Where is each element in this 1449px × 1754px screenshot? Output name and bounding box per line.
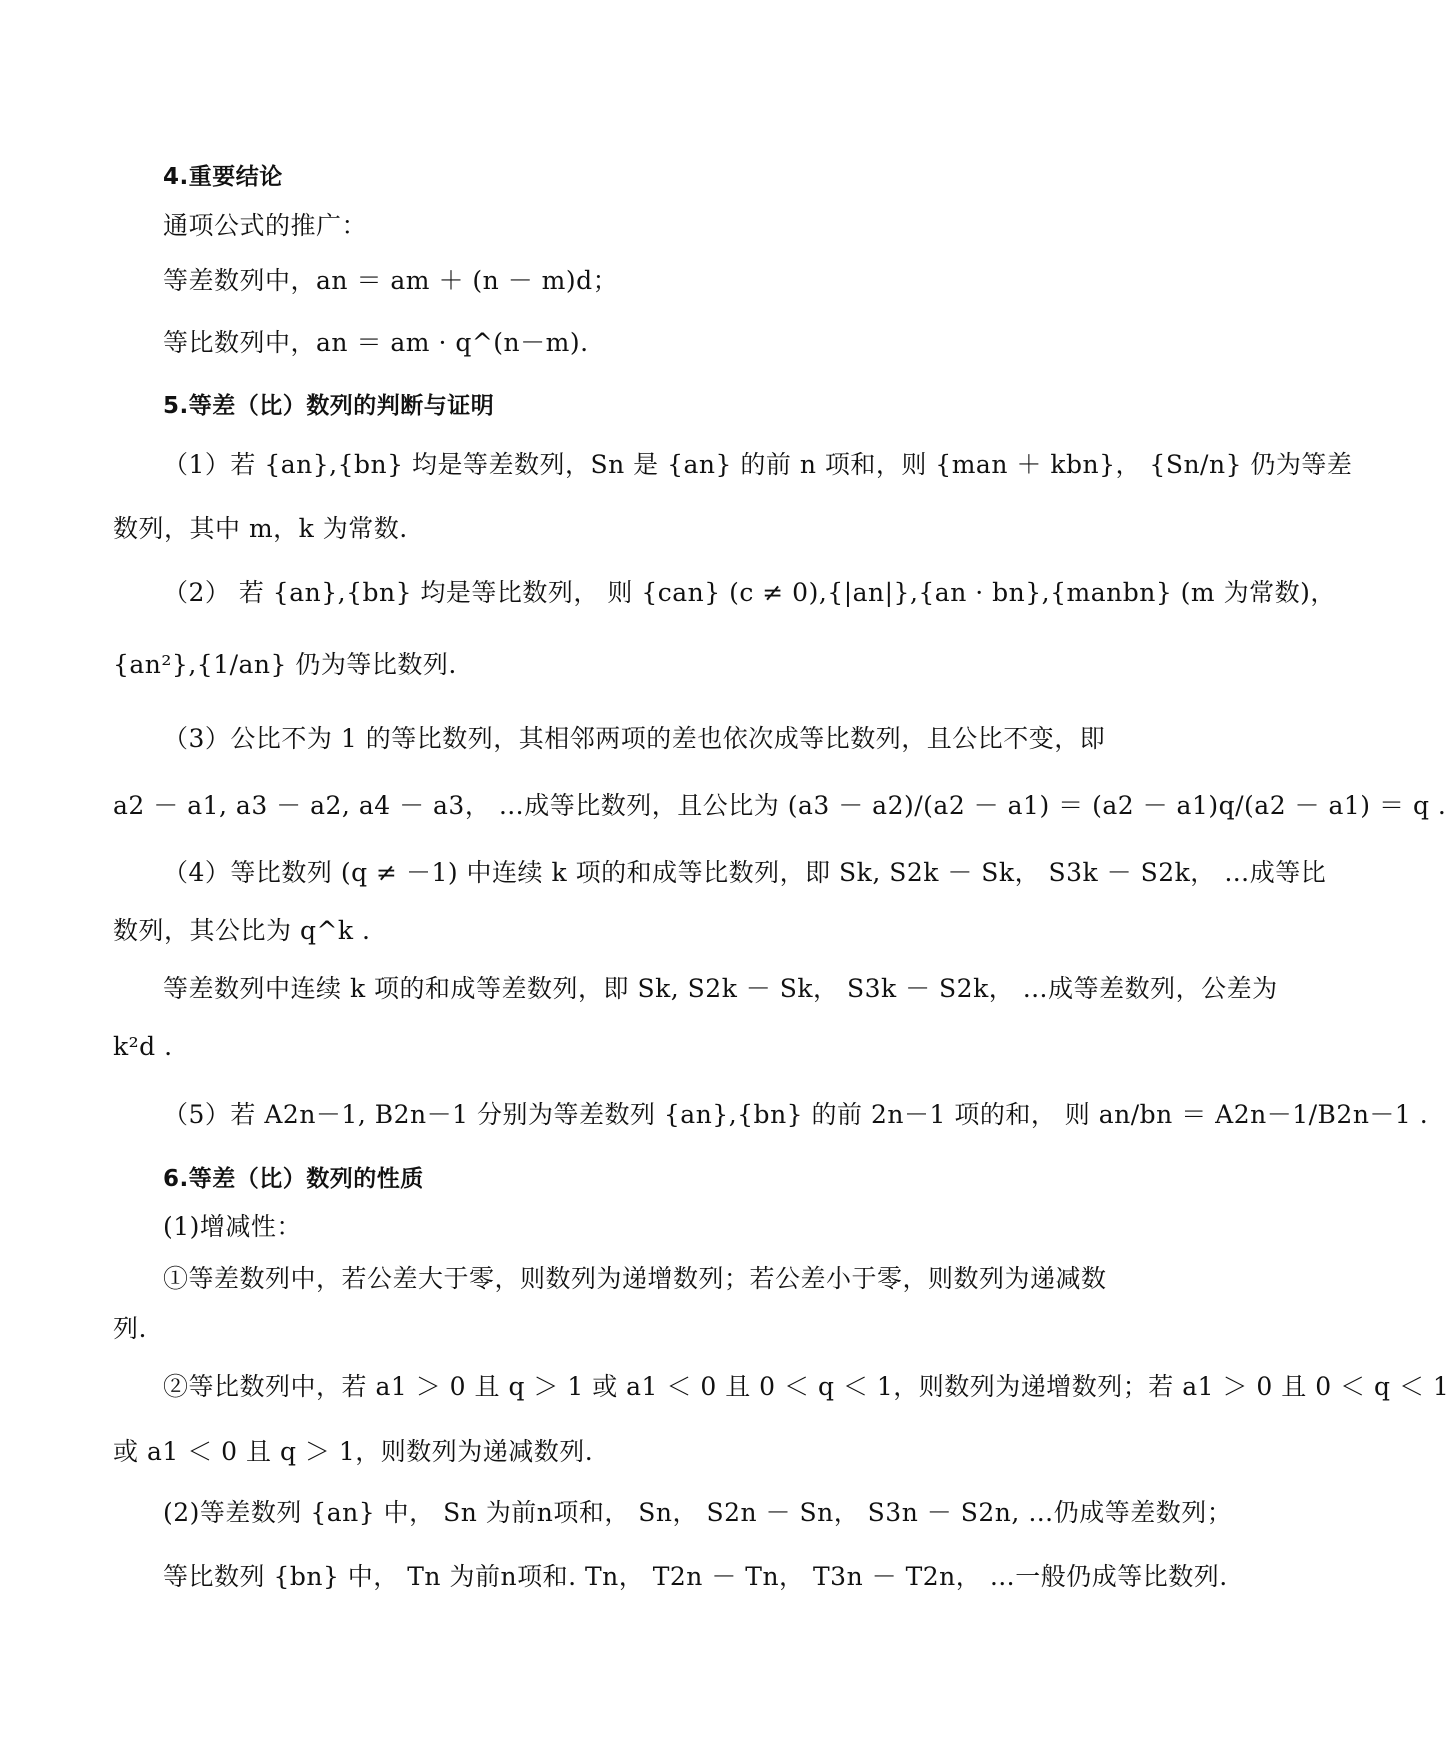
monotonicity-subheading: (1)增减性： (163, 1212, 302, 1241)
item-4-line-3: 等差数列中连续 k 项的和成等差数列，即 Sk, S2k － Sk， S3k － S2k， …成等差数列，公差为 (163, 974, 1278, 1003)
item-4-line-2: 数列，其公比为 q^k . (113, 916, 371, 945)
arithmetic-monotonicity-line-1: ①等差数列中，若公差大于零，则数列为递增数列；若公差小于零，则数列为递减数 (163, 1264, 1107, 1293)
partial-sum-geometric-line: 等比数列 {bn} 中， Tn 为前n项和. Tn， T2n － Tn， T3n － T2n， …一般仍成等比数列. (163, 1562, 1228, 1591)
partial-sum-arithmetic-line: (2)等差数列 {an} 中， Sn 为前n项和， Sn， S2n － Sn， S3n － S2n, …仍成等差数列； (163, 1498, 1233, 1527)
item-5-line-1: （5）若 A2n－1, B2n－1 分别为等差数列 {an},{bn} 的前 2n－1 项的和， 则 an/bn ＝ A2n－1/B2n－1 . (163, 1100, 1429, 1129)
item-3-line-2: a2 － a1, a3 － a2, a4 － a3， …成等比数列，且公比为 (a3 － a2)/(a2 － a1) ＝ (a2 － a1)q/(a2 － a1) ＝ q . (113, 791, 1447, 820)
section-4-heading: 4.重要结论 (163, 164, 283, 190)
arithmetic-general-term: 等差数列中，an ＝ am ＋ (n － m)d； (163, 266, 619, 295)
general-term-intro: 通项公式的推广： (163, 211, 368, 240)
geometric-monotonicity-line-2: 或 a1 ＜ 0 且 q ＞ 1，则数列为递减数列. (113, 1437, 594, 1466)
geometric-general-term: 等比数列中，an ＝ am · q^(n－m). (163, 328, 589, 357)
item-4-line-4: k²d . (113, 1032, 173, 1061)
item-3-line-1: （3）公比不为 1 的等比数列，其相邻两项的差也依次成等比数列，且公比不变，即 (163, 724, 1106, 753)
arithmetic-monotonicity-line-2: 列. (113, 1314, 147, 1343)
section-5-heading: 5.等差（比）数列的判断与证明 (163, 393, 495, 419)
item-2-line-1: （2） 若 {an},{bn} 均是等比数列， 则 {can} (c ≠ 0),{|an|},{an · bn},{manbn} (m 为常数)， (163, 578, 1336, 607)
item-1-line-2: 数列，其中 m，k 为常数. (113, 514, 408, 543)
item-1-line-1: （1）若 {an},{bn} 均是等差数列，Sn 是 {an} 的前 n 项和，则 {man ＋ kbn}， {Sn/n} 仍为等差 (163, 450, 1353, 479)
geometric-monotonicity-line-1: ②等比数列中，若 a1 ＞ 0 且 q ＞ 1 或 a1 ＜ 0 且 0 ＜ q ＜ 1，则数列为递增数列；若 a1 ＞ 0 且 0 ＜ q ＜ 1 (163, 1372, 1449, 1401)
item-4-line-1: （4）等比数列 (q ≠ －1) 中连续 k 项的和成等比数列，即 Sk, S2k － Sk， S3k － S2k， …成等比 (163, 858, 1327, 887)
section-6-heading: 6.等差（比）数列的性质 (163, 1166, 424, 1192)
item-2-line-2: {an²},{1/an} 仍为等比数列. (113, 650, 457, 679)
